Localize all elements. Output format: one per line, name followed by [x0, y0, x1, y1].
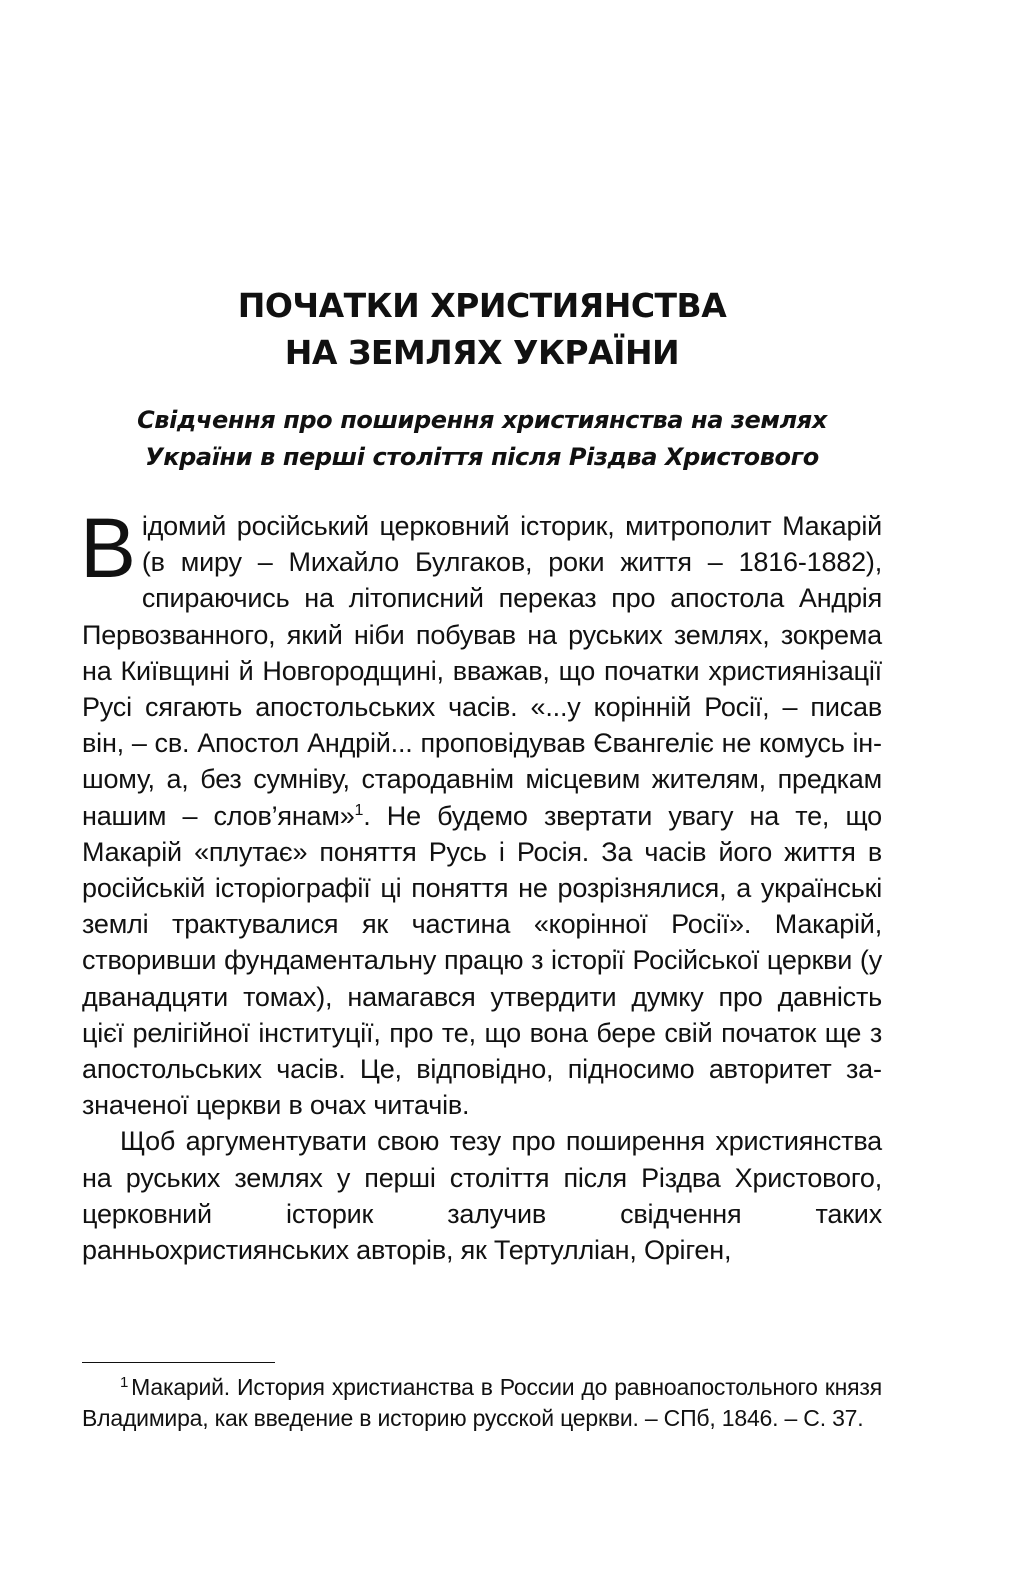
- chapter-title-line-2: НА ЗЕМЛЯХ УКРАЇНИ: [284, 333, 680, 372]
- body-text: [80, 501, 882, 1268]
- paragraph-2: Щоб аргументувати свою тезу про поширення християнства на руських землях у перші століття після Різдва Христового, церковний історик залучив свідчення таких ранньохристиянських авторів, як Тертулліан, Оріген,: [82, 1126, 882, 1266]
- footnote-separator: [82, 1362, 275, 1363]
- section-subtitle-line-2: України в перші століття після Різдва Христового: [145, 443, 819, 471]
- chapter-title-line-1: ПОЧАТКИ ХРИСТИЯНСТВА: [237, 286, 727, 325]
- footnote: [82, 1372, 882, 1433]
- footnote-mark: 1: [120, 1374, 129, 1391]
- drop-cap: В: [80, 501, 136, 595]
- footnote-reference: 1: [354, 801, 364, 819]
- paragraph-1-text-start: ідомий російський церковний історик, митрополит Макарій (в миру – Михайло Булгаков, роки життя – 1816-1882), спираючись на літописний переказ про апостола Андрія Первозванного, який ніби побував на руських землях, зокрема на Київщині й Новгородщині, вважав, що початки християнізації Русі сягають апостольських часів. «...у корінній Росії, – писав він, – св. Апостол Андрій... проповідував Євангеліє не комусь іншому, а, без сумніву, стародавнім місцевим жителям, предкам нашим – слов’янам»: [82, 511, 882, 831]
- chapter-title: [82, 282, 882, 376]
- paragraph-1: [80, 501, 882, 1123]
- section-subtitle: [82, 402, 882, 476]
- footnote-text: Макарий. История христианства в России до равноапостольного князя Владимира, как введение в историю русской церкви. – СПб, 1846. – С. 37.: [82, 1374, 882, 1431]
- section-subtitle-line-1: Свідчення про поширення християнства на землях: [137, 406, 827, 434]
- book-page: [82, 0, 882, 1590]
- paragraph-1-text-end: . Не будемо звертати увагу на те, що Макарій «плутає» поняття Русь і Росія. За часів його життя в російській історіографії ці поняття не розрізнялися, а українські землі трактувалися як частина «корінної Росії». Макарій, створивши фундаментальну працю з історії Російської церкви (у дванадцяти томах), намагався утвердити думку про давність цієї релігійної інституції, про те, що вона бере свій початок ще з апостольських часів. Це, відповідно, підносимо авторитет зазначеної церкви в очах читачів.: [82, 800, 882, 1121]
